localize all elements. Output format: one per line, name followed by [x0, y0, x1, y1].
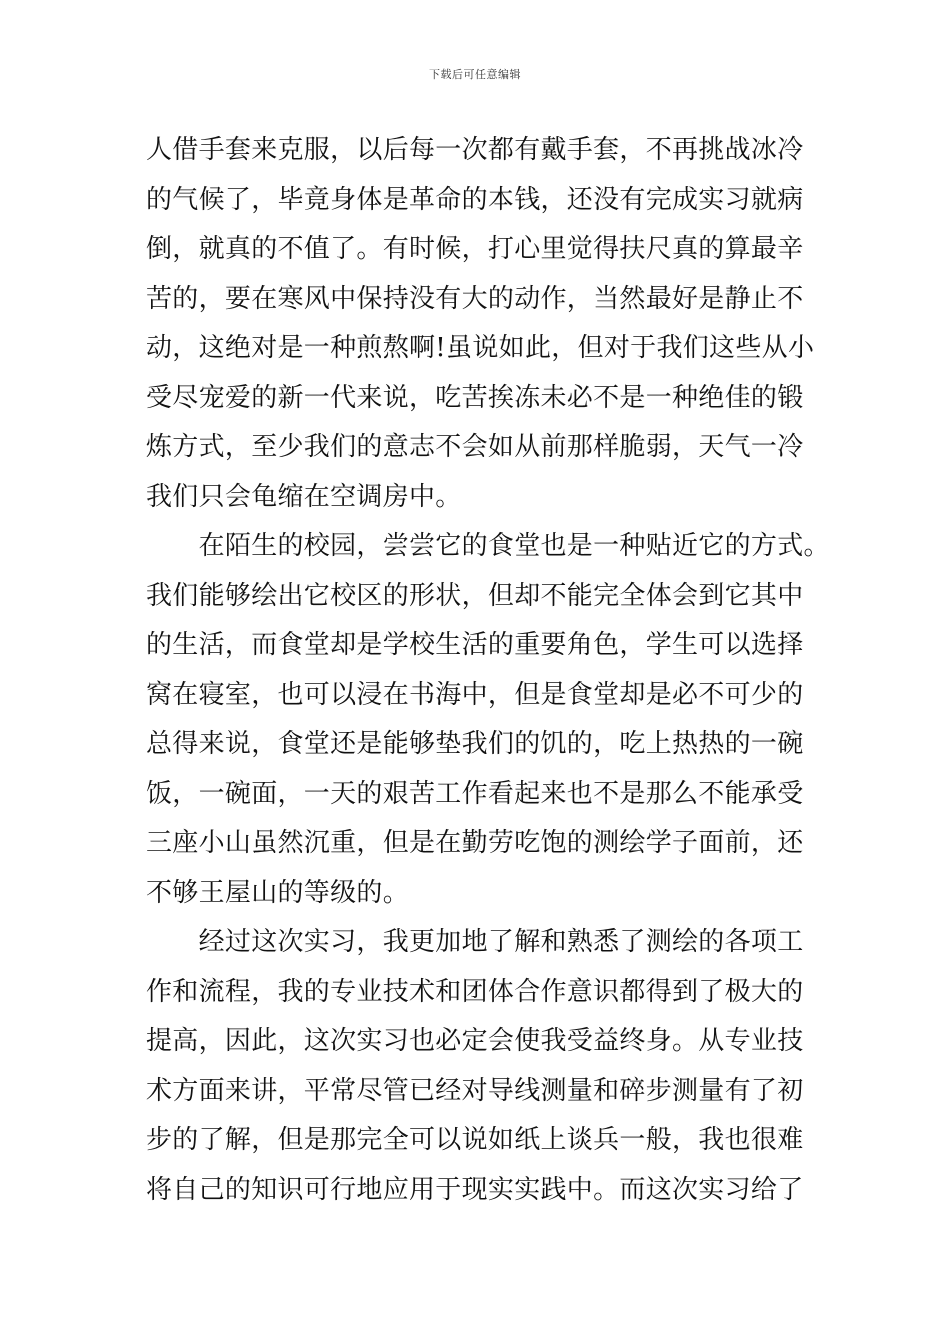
text-line: 炼方式，至少我们的意志不会如从前那样脆弱，天气一冷 — [146, 432, 804, 462]
text-line: 受尽宠爱的新一代来说，吃苦挨冻未必不是一种绝佳的锻 — [146, 382, 804, 413]
text-line: 步的了解，但是那完全可以说如纸上谈兵一般，我也很难 — [146, 1125, 804, 1155]
text-line: 三座小山虽然沉重，但是在勤劳吃饱的测绘学子面前，还 — [146, 828, 804, 858]
text-line: 我们能够绘出它校区的形状，但却不能完全体会到它其中 — [146, 580, 804, 611]
text-line: 在陌生的校园，尝尝它的食堂也是一种贴近它的方式。 — [146, 531, 830, 561]
text-line: 动，这绝对是一种煎熬啊!虽说如此，但对于我们这些从小 — [146, 333, 815, 363]
document-body — [146, 126, 830, 1215]
text-line: 苦的，要在寒风中保持没有大的动作，当然最好是静止不 — [146, 283, 804, 314]
text-line: 经过这次实习，我更加地了解和熟悉了测绘的各项工 — [146, 927, 804, 957]
text-line: 倒，就真的不值了。有时候，打心里觉得扶尺真的算最辛 — [146, 234, 804, 264]
text-line: 作和流程，我的专业技术和团体合作意识都得到了极大的 — [146, 976, 804, 1007]
text-line: 我们只会龟缩在空调房中。 — [146, 481, 462, 512]
text-line: 人借手套来克服，以后每一次都有戴手套，不再挑战冰冷 — [146, 135, 804, 165]
text-line: 的生活，而食堂却是学校生活的重要角色，学生可以选择 — [146, 630, 804, 660]
text-line: 提高，因此，这次实习也必定会使我受益终身。从专业技 — [146, 1026, 804, 1056]
text-line: 将自己的知识可行地应用于现实实践中。而这次实习给了 — [146, 1174, 804, 1205]
text-line: 术方面来讲，平常尽管已经对导线测量和碎步测量有了初 — [146, 1075, 804, 1106]
text-line: 不够王屋山的等级的。 — [146, 877, 410, 908]
text-line: 的气候了，毕竟身体是革命的本钱，还没有完成实习就病 — [146, 184, 804, 215]
page-header: 下载后可任意编辑 — [429, 68, 521, 81]
text-line: 总得来说，食堂还是能够垫我们的饥的，吃上热热的一碗 — [146, 729, 804, 759]
text-line: 窝在寝室，也可以浸在书海中，但是食堂却是必不可少的 — [146, 679, 804, 710]
text-line: 饭，一碗面，一天的艰苦工作看起来也不是那么不能承受 — [146, 778, 804, 809]
